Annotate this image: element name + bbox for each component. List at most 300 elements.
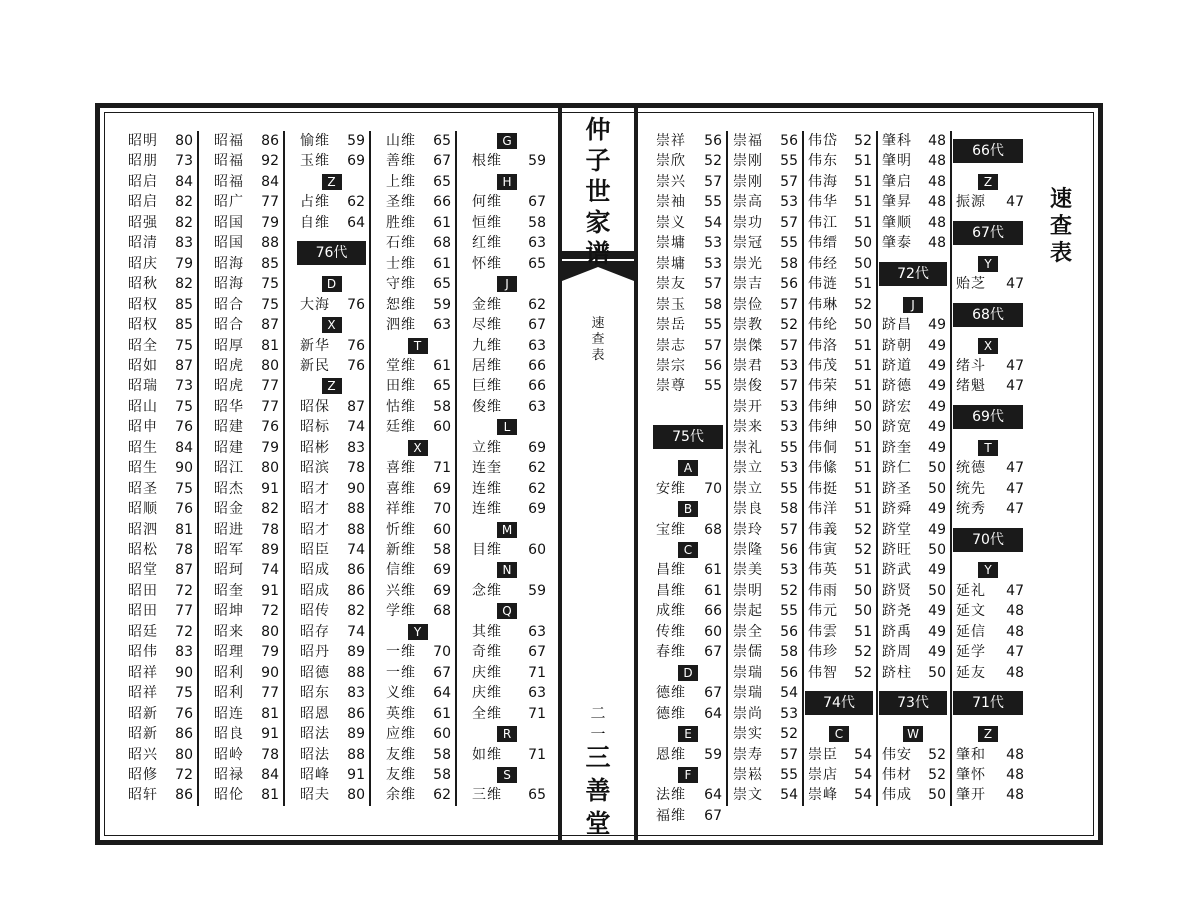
entry-name: 善维 xyxy=(386,153,416,170)
index-entry xyxy=(300,397,369,417)
letter-header: Y xyxy=(978,562,998,578)
entry-page: 69 xyxy=(433,582,451,599)
index-entry xyxy=(733,254,802,274)
entry-page: 52 xyxy=(854,521,872,538)
entry-name: 崇傑 xyxy=(733,337,763,354)
index-entry xyxy=(386,295,455,315)
entry-page: 49 xyxy=(928,521,946,538)
entry-name: 士维 xyxy=(386,255,416,272)
entry-name: 伟海 xyxy=(808,173,838,190)
index-entry xyxy=(472,622,550,642)
entry-page: 64 xyxy=(433,685,451,702)
entry-page: 76 xyxy=(347,357,365,374)
entry-name: 昭伟 xyxy=(128,644,158,661)
entry-name: 昭海 xyxy=(214,276,244,293)
index-entry xyxy=(808,254,876,274)
index-entry xyxy=(472,254,550,274)
entry-page: 58 xyxy=(433,766,451,783)
entry-name: 肇昇 xyxy=(882,194,912,211)
entry-page: 52 xyxy=(854,644,872,661)
entry-name: 泗维 xyxy=(386,317,416,334)
entry-name: 昭杰 xyxy=(214,480,244,497)
index-entry xyxy=(300,295,369,315)
entry-name: 昭福 xyxy=(214,133,244,149)
index-entry xyxy=(656,622,726,642)
entry-page: 48 xyxy=(928,194,946,211)
entry-name: 崇明 xyxy=(733,582,763,599)
index-entry xyxy=(472,438,550,458)
entry-name: 昭泗 xyxy=(128,521,158,538)
entry-name: 连维 xyxy=(472,501,502,518)
entry-page: 53 xyxy=(780,357,798,374)
letter-header: L xyxy=(497,419,517,435)
index-entry xyxy=(882,417,950,437)
entry-name: 信维 xyxy=(386,562,416,579)
index-entry xyxy=(808,417,876,437)
entry-name: 伟东 xyxy=(808,153,838,170)
entry-page: 52 xyxy=(780,726,798,743)
index-entry xyxy=(808,438,876,458)
entry-page: 52 xyxy=(928,746,946,763)
entry-name: 振源 xyxy=(956,194,986,211)
index-entry xyxy=(214,663,283,683)
entry-name: 昭福 xyxy=(214,153,244,170)
entry-page: 61 xyxy=(433,357,451,374)
index-column xyxy=(956,131,1028,806)
index-entry xyxy=(656,131,726,151)
letter-header: G xyxy=(497,133,517,149)
entry-page: 71 xyxy=(433,460,451,477)
entry-name: 喜维 xyxy=(386,480,416,497)
index-entry xyxy=(214,642,283,662)
entry-name: 怀维 xyxy=(472,255,502,272)
index-entry xyxy=(214,785,283,805)
entry-name: 昭朋 xyxy=(128,153,158,170)
entry-name: 崇礼 xyxy=(733,439,763,456)
entry-page: 67 xyxy=(704,644,722,661)
entry-page: 59 xyxy=(528,582,546,599)
entry-page: 71 xyxy=(528,705,546,722)
index-entry xyxy=(300,458,369,478)
entry-name: 跻昌 xyxy=(882,317,912,334)
index-entry xyxy=(882,601,950,621)
entry-page: 56 xyxy=(780,623,798,640)
index-entry xyxy=(386,151,455,171)
entry-name: 跻奎 xyxy=(882,439,912,456)
entry-page: 66 xyxy=(704,603,722,620)
entry-name: 延学 xyxy=(956,644,986,661)
entry-name: 昭申 xyxy=(128,419,158,436)
index-entry xyxy=(733,520,802,540)
entry-page: 53 xyxy=(780,460,798,477)
letter-header: C xyxy=(829,726,849,742)
entry-page: 77 xyxy=(175,603,193,620)
index-entry xyxy=(656,520,726,540)
entry-name: 昭岭 xyxy=(214,746,244,763)
entry-name: 宝维 xyxy=(656,521,686,538)
entry-name: 昭海 xyxy=(214,255,244,272)
entry-page: 86 xyxy=(347,562,365,579)
index-entry xyxy=(300,745,369,765)
entry-page: 56 xyxy=(780,664,798,681)
entry-name: 昭松 xyxy=(128,542,158,558)
entry-name: 自维 xyxy=(300,214,330,231)
index-entry xyxy=(808,765,876,785)
spine-title-char: 家 xyxy=(585,208,611,237)
letter-header: J xyxy=(903,297,923,313)
entry-name: 昭军 xyxy=(214,542,244,558)
entry-name: 恕维 xyxy=(386,296,416,313)
index-entry xyxy=(386,560,455,580)
index-entry xyxy=(733,540,802,560)
entry-name: 崇崧 xyxy=(733,766,763,783)
index-entry xyxy=(882,131,950,151)
index-entry xyxy=(472,704,550,724)
index-entry xyxy=(300,192,369,212)
index-entry xyxy=(656,785,726,805)
entry-name: 肇和 xyxy=(956,746,986,763)
entry-page: 53 xyxy=(704,255,722,272)
entry-name: 肇启 xyxy=(882,173,912,190)
entry-page: 67 xyxy=(704,807,722,824)
entry-name: 余维 xyxy=(386,787,416,804)
entry-page: 57 xyxy=(780,337,798,354)
index-entry xyxy=(882,581,950,601)
entry-name: 昭新 xyxy=(128,726,158,743)
index-entry xyxy=(882,356,950,376)
letter-header: J xyxy=(497,276,517,292)
entry-name: 奇维 xyxy=(472,644,502,661)
index-entry xyxy=(956,765,1028,785)
index-entry xyxy=(386,397,455,417)
entry-page: 54 xyxy=(854,766,872,783)
entry-name: 兴维 xyxy=(386,582,416,599)
entry-name: 贻芝 xyxy=(956,276,986,293)
letter-header: Z xyxy=(322,174,342,190)
entry-name: 伟絛 xyxy=(808,460,838,477)
entry-name: 庆维 xyxy=(472,685,502,702)
index-entry xyxy=(128,704,197,724)
entry-name: 昭臣 xyxy=(300,542,330,558)
entry-name: 立维 xyxy=(472,439,502,456)
entry-name: 居维 xyxy=(472,357,502,374)
letter-header: H xyxy=(497,174,517,190)
index-entry xyxy=(472,540,550,560)
index-entry xyxy=(386,315,455,335)
index-entry xyxy=(882,458,950,478)
entry-page: 53 xyxy=(780,562,798,579)
index-column xyxy=(882,131,952,806)
entry-name: 其维 xyxy=(472,623,502,640)
index-entry xyxy=(656,683,726,703)
entry-name: 昭才 xyxy=(300,521,330,538)
entry-page: 71 xyxy=(528,746,546,763)
entry-name: 昭夫 xyxy=(300,787,330,804)
letter-header: W xyxy=(903,726,923,742)
entry-name: 崇隆 xyxy=(733,542,763,558)
entry-name: 新民 xyxy=(300,357,330,374)
entry-page: 47 xyxy=(1006,460,1024,477)
entry-name: 成维 xyxy=(656,603,686,620)
entry-page: 83 xyxy=(175,644,193,661)
entry-page: 91 xyxy=(261,582,279,599)
index-column xyxy=(733,131,804,806)
entry-page: 75 xyxy=(261,296,279,313)
entry-name: 伟材 xyxy=(882,766,912,783)
entry-page: 91 xyxy=(261,480,279,497)
entry-name: 崇峰 xyxy=(808,787,838,804)
entry-page: 77 xyxy=(261,194,279,211)
entry-name: 昭奎 xyxy=(214,582,244,599)
index-entry xyxy=(386,233,455,253)
index-entry xyxy=(656,560,726,580)
entry-page: 69 xyxy=(528,501,546,518)
spine-left-rule xyxy=(558,108,562,840)
entry-name: 昭标 xyxy=(300,419,330,436)
entry-name: 伟岱 xyxy=(808,133,838,149)
entry-page: 86 xyxy=(347,582,365,599)
index-entry xyxy=(128,151,197,171)
entry-page: 62 xyxy=(347,194,365,211)
index-entry xyxy=(882,151,950,171)
entry-page: 88 xyxy=(347,746,365,763)
entry-name: 崇文 xyxy=(733,787,763,804)
entry-page: 90 xyxy=(175,460,193,477)
letter-header: N xyxy=(497,562,517,578)
entry-page: 52 xyxy=(780,582,798,599)
entry-name: 崇刚 xyxy=(733,153,763,170)
entry-page: 57 xyxy=(780,378,798,395)
entry-page: 56 xyxy=(704,357,722,374)
index-entry xyxy=(808,233,876,253)
index-column xyxy=(128,131,199,806)
entry-page: 87 xyxy=(347,398,365,415)
entry-name: 昭圣 xyxy=(128,480,158,497)
entry-name: 伟琳 xyxy=(808,296,838,313)
entry-name: 义维 xyxy=(386,685,416,702)
index-entry xyxy=(956,376,1028,396)
entry-name: 昭如 xyxy=(128,357,158,374)
index-entry xyxy=(733,745,802,765)
entry-page: 49 xyxy=(928,398,946,415)
entry-name: 肇怀 xyxy=(956,766,986,783)
index-entry xyxy=(386,683,455,703)
entry-name: 昭来 xyxy=(214,623,244,640)
entry-page: 86 xyxy=(261,133,279,149)
entry-page: 53 xyxy=(780,705,798,722)
entry-name: 崇尊 xyxy=(656,378,686,395)
entry-page: 63 xyxy=(433,317,451,334)
entry-name: 昭修 xyxy=(128,766,158,783)
index-entry xyxy=(472,233,550,253)
entry-page: 65 xyxy=(433,173,451,190)
entry-name: 崇尚 xyxy=(733,705,763,722)
spine-page-number: 二一 xyxy=(590,704,626,743)
index-entry xyxy=(300,499,369,519)
index-entry xyxy=(300,622,369,642)
spine-title-char: 子 xyxy=(585,146,611,175)
entry-name: 崇全 xyxy=(733,623,763,640)
spine-title-char: 仲 xyxy=(585,115,611,144)
entry-page: 61 xyxy=(433,255,451,272)
index-entry xyxy=(128,642,197,662)
entry-name: 崇教 xyxy=(733,317,763,334)
index-entry xyxy=(214,683,283,703)
entry-page: 67 xyxy=(433,153,451,170)
entry-page: 84 xyxy=(175,439,193,456)
index-entry xyxy=(472,213,550,233)
entry-name: 崇君 xyxy=(733,357,763,374)
entry-name: 伟義 xyxy=(808,521,838,538)
entry-page: 77 xyxy=(261,398,279,415)
entry-page: 53 xyxy=(780,419,798,436)
entry-name: 根维 xyxy=(472,153,502,170)
letter-header: S xyxy=(497,767,517,783)
index-entry xyxy=(733,785,802,805)
letter-header: M xyxy=(497,522,517,538)
index-entry xyxy=(882,172,950,192)
entry-name: 忻维 xyxy=(386,521,416,538)
index-entry xyxy=(733,397,802,417)
entry-name: 崇福 xyxy=(733,133,763,149)
entry-name: 伟雨 xyxy=(808,582,838,599)
entry-name: 伟江 xyxy=(808,214,838,231)
entry-name: 崇立 xyxy=(733,460,763,477)
index-entry xyxy=(656,601,726,621)
generation-header: 71代 xyxy=(953,691,1023,715)
entry-page: 84 xyxy=(175,173,193,190)
entry-name: 跻道 xyxy=(882,357,912,374)
entry-name: 昭保 xyxy=(300,398,330,415)
letter-header: T xyxy=(978,440,998,456)
entry-name: 跻宏 xyxy=(882,398,912,415)
entry-name: 崇玲 xyxy=(733,521,763,538)
index-entry xyxy=(733,581,802,601)
letter-header: X xyxy=(978,338,998,354)
index-entry xyxy=(214,601,283,621)
entry-page: 49 xyxy=(928,439,946,456)
entry-page: 47 xyxy=(1006,357,1024,374)
index-entry xyxy=(656,233,726,253)
entry-page: 49 xyxy=(928,419,946,436)
index-entry xyxy=(300,417,369,437)
entry-name: 崇开 xyxy=(733,398,763,415)
index-entry xyxy=(386,642,455,662)
entry-name: 昭良 xyxy=(214,726,244,743)
index-entry xyxy=(472,356,550,376)
entry-name: 安维 xyxy=(656,480,686,497)
entry-page: 49 xyxy=(928,337,946,354)
generation-header: 72代 xyxy=(879,262,947,286)
index-entry xyxy=(808,274,876,294)
index-entry xyxy=(214,581,283,601)
entry-page: 58 xyxy=(780,501,798,518)
entry-name: 田维 xyxy=(386,378,416,395)
index-entry xyxy=(656,356,726,376)
entry-page: 48 xyxy=(1006,664,1024,681)
entry-page: 53 xyxy=(780,194,798,211)
entry-name: 昭江 xyxy=(214,460,244,477)
entry-name: 伟成 xyxy=(882,787,912,804)
index-entry xyxy=(656,213,726,233)
entry-page: 79 xyxy=(261,214,279,231)
entry-name: 昭东 xyxy=(300,685,330,702)
entry-page: 50 xyxy=(854,582,872,599)
entry-page: 60 xyxy=(433,726,451,743)
entry-page: 80 xyxy=(347,787,365,804)
index-entry xyxy=(656,274,726,294)
entry-name: 崇立 xyxy=(733,480,763,497)
entry-name: 胜维 xyxy=(386,214,416,231)
entry-name: 昭恩 xyxy=(300,705,330,722)
entry-page: 47 xyxy=(1006,582,1024,599)
entry-page: 57 xyxy=(704,337,722,354)
index-entry xyxy=(656,642,726,662)
entry-page: 86 xyxy=(175,787,193,804)
index-entry xyxy=(956,458,1028,478)
index-entry xyxy=(656,295,726,315)
index-entry xyxy=(214,540,283,560)
index-entry xyxy=(472,499,550,519)
entry-page: 86 xyxy=(175,726,193,743)
index-entry xyxy=(733,704,802,724)
entry-page: 47 xyxy=(1006,644,1024,661)
entry-name: 统秀 xyxy=(956,501,986,518)
entry-page: 55 xyxy=(704,194,722,211)
index-entry xyxy=(128,581,197,601)
index-entry xyxy=(733,274,802,294)
entry-page: 54 xyxy=(704,214,722,231)
entry-name: 伟纶 xyxy=(808,317,838,334)
entry-page: 48 xyxy=(1006,766,1024,783)
entry-name: 愉维 xyxy=(300,133,330,149)
entry-page: 59 xyxy=(347,133,365,149)
entry-name: 昭金 xyxy=(214,501,244,518)
entry-name: 肇顺 xyxy=(882,214,912,231)
index-entry xyxy=(733,295,802,315)
entry-page: 50 xyxy=(928,787,946,804)
index-entry xyxy=(808,151,876,171)
index-entry xyxy=(300,151,369,171)
entry-page: 68 xyxy=(704,521,722,538)
entry-page: 74 xyxy=(347,419,365,436)
entry-name: 昭法 xyxy=(300,746,330,763)
entry-name: 祥维 xyxy=(386,501,416,518)
index-entry xyxy=(300,336,369,356)
index-entry xyxy=(214,233,283,253)
entry-name: 伟茂 xyxy=(808,357,838,374)
index-entry xyxy=(808,356,876,376)
entry-page: 50 xyxy=(854,317,872,334)
entry-page: 52 xyxy=(928,766,946,783)
entry-page: 55 xyxy=(704,317,722,334)
index-entry xyxy=(300,560,369,580)
entry-page: 49 xyxy=(928,501,946,518)
entry-name: 昭强 xyxy=(128,214,158,231)
entry-name: 昭国 xyxy=(214,235,244,252)
entry-page: 80 xyxy=(261,460,279,477)
index-entry xyxy=(386,724,455,744)
entry-name: 学维 xyxy=(386,603,416,620)
entry-page: 62 xyxy=(528,460,546,477)
entry-page: 83 xyxy=(175,235,193,252)
entry-page: 77 xyxy=(261,685,279,702)
entry-name: 昭国 xyxy=(214,214,244,231)
entry-page: 78 xyxy=(261,746,279,763)
index-entry xyxy=(733,724,802,744)
index-entry xyxy=(882,192,950,212)
entry-page: 87 xyxy=(175,357,193,374)
